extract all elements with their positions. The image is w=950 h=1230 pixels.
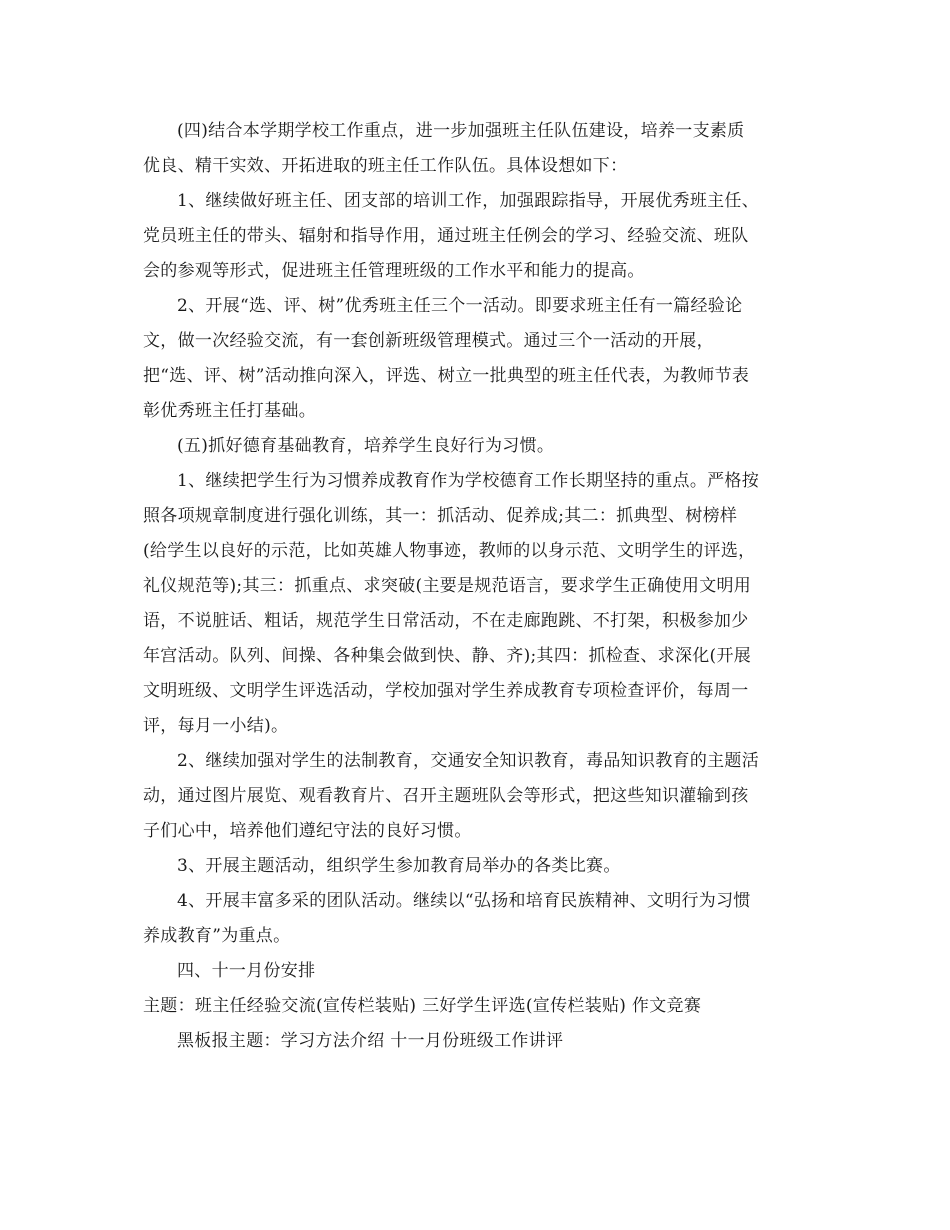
text-line: 照各项规章制度进行强化训练，其一：抓活动、促养成;其二：抓典型、树榜样 [143,506,738,526]
text-line: (四)结合本学期学校工作重点，进一步加强班主任队伍建设，培养一支素质 [177,121,745,141]
text-line: 礼仪规范等);其三：抓重点、求突破(主要是规范语言，要求学生正确使用文明用 [143,576,752,596]
text-line: 4、开展丰富多采的团队活动。继续以“弘扬和培育民族精神、文明行为习惯 [177,891,751,911]
paragraph-moral-education-heading [143,429,808,464]
text-line: 年宫活动。队列、间操、各种集会做到快、静、齐);其四：抓检查、求深化(开展 [143,646,752,666]
text-line: 优良、精干实效、开拓进取的班主任工作队伍。具体设想如下： [143,156,628,176]
text-line: 评，每月一小结)。 [143,716,289,736]
text-line: 会的参观等形式，促进班主任管理班级的工作水平和能力的提高。 [143,261,645,281]
paragraph-team-activities [143,884,808,954]
paragraph-select-evaluate [143,289,808,429]
text-line: (给学生以良好的示范，比如英雄人物事迹，教师的以身示范、文明学生的评选， [143,541,756,561]
text-line: 彰优秀班主任打基础。 [143,401,316,421]
text-line: 党员班主任的带头、辐射和指导作用，通过班主任例会的学习、经验交流、班队 [143,226,749,246]
text-line: 1、继续做好班主任、团支部的培训工作，加强跟踪指导，开展优秀班主任、 [177,191,760,211]
text-line: 3、开展主题活动，组织学生参加教育局举办的各类比赛。 [177,856,621,876]
paragraph-training [143,184,808,289]
paragraph-november-theme [143,989,808,1024]
paragraph-class-teacher-team [143,114,808,184]
text-line: 主题：班主任经验交流(宣传栏装贴) 三好学生评选(宣传栏装贴) 作文竞赛 [143,996,702,1016]
text-line: 1、继续把学生行为习惯养成教育作为学校德育工作长期坚持的重点。严格按 [177,471,760,491]
text-line: 黑板报主题：学习方法介绍 十一月份班级工作讲评 [177,1031,564,1051]
section-heading-november [143,954,808,989]
document-page [143,114,808,1059]
text-line: (五)抓好德育基础教育，培养学生良好行为习惯。 [177,436,555,456]
text-line: 四、十一月份安排 [177,961,316,981]
text-line: 语，不说脏话、粗话，规范学生日常活动，不在走廊跑跳、不打架，积极参加少 [143,611,749,631]
paragraph-blackboard-theme [143,1024,808,1059]
paragraph-theme-activities [143,849,808,884]
text-line: 动，通过图片展览、观看教育片、召开主题班队会等形式，把这些知识灌输到孩 [143,786,749,806]
text-line: 把“选、评、树”活动推向深入，评选、树立一批典型的班主任代表，为教师节表 [143,366,750,386]
text-line: 2、开展“选、评、树”优秀班主任三个一活动。即要求班主任有一篇经验论 [177,296,743,316]
paragraph-legal-education [143,744,808,849]
text-line: 养成教育”为重点。 [143,926,291,946]
paragraph-habit-formation [143,464,808,744]
text-line: 2、继续加强对学生的法制教育，交通安全知识教育，毒品知识教育的主题活 [177,751,760,771]
text-line: 子们心中，培养他们遵纪守法的良好习惯。 [143,821,472,841]
text-line: 文明班级、文明学生评选活动，学校加强对学生养成教育专项检查评价，每周一 [143,681,749,701]
text-line: 文，做一次经验交流，有一套创新班级管理模式。通过三个一活动的开展， [143,331,714,351]
